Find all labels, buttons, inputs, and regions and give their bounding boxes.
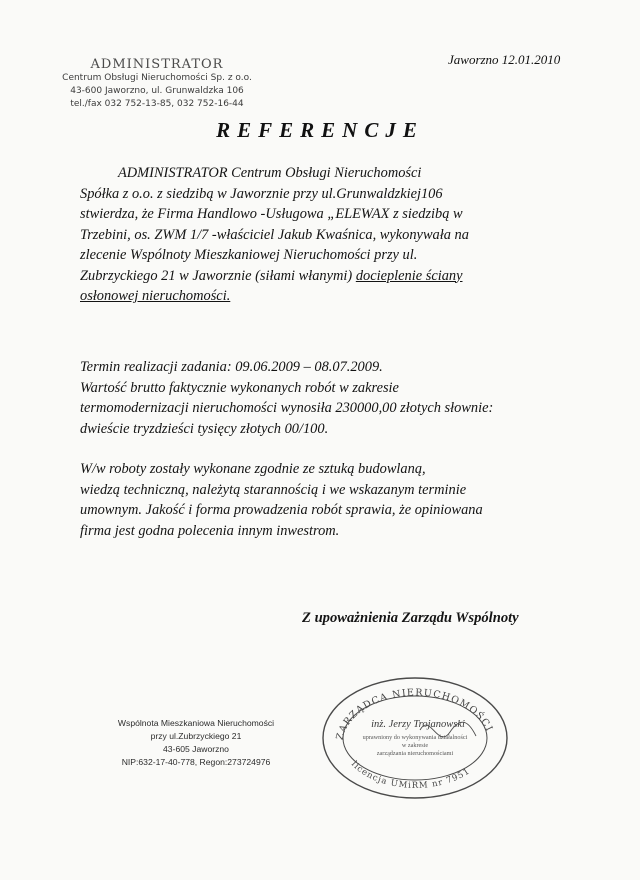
terms-line: termomodernizacji nieruchomości wynosiła 230000,00 złotych słownie: [80,400,494,416]
seal-line: uprawniony do wykonywania działalności [362,734,468,741]
terms-line: Termin realizacji zadania: 09.06.2009 – 08.07.2009. [80,359,383,375]
statement-line: Spółka z o.o. z siedzibą w Jaworznie przy ul.Grunwaldzkiej106 [80,185,443,202]
statement-line [80,266,469,287]
stamp-line: przy ul.Zubrzyckiego 21 [150,731,242,741]
statement-line: Trzebini, os. ZWM 1/7 -właściciel Jakub Kwaśnica, wykonywała na [80,226,469,243]
underlined-scope: docieplenie ściany [355,267,463,284]
seal-name: inż. Jerzy Trojanowski [371,719,465,730]
letterhead-title: ADMINISTRATOR [90,57,224,72]
seal-line: w zakresie [401,742,429,749]
letterhead-company: Centrum Obsługi Nieruchomości Sp. z o.o. [62,73,252,83]
paragraph-statement [80,163,469,307]
community-stamp [96,717,296,769]
paragraph-terms [80,357,493,439]
letterhead-address: 43-600 Jaworzno, ul. Grunwaldzka 106 [70,86,244,96]
statement-line: zlecenie Wspólnoty Mieszkaniowej Nieruchomości przy ul. [80,247,418,263]
paragraph-assessment [80,459,483,541]
document-date: Jaworzno 12.01.2010 [448,52,561,67]
stamp-line: Wspólnota Mieszkaniowa Nieruchomości [117,718,275,728]
signoff: Z upoważnienia Zarządu Wspólnoty [302,610,519,626]
seal-licence-text: licencja UMiRM nr 7951 [349,759,473,791]
underlined-scope-continued: osłonowej nieruchomości. [80,288,231,304]
statement-line: ADMINISTRATOR Centrum Obsługi Nieruchomości [118,165,422,181]
terms-line: dwieście tryzdzieści tysięcy złotych 00/100. [80,420,329,437]
letterhead [52,58,262,111]
document-title: REFERENCJE [216,118,424,142]
assessment-line: firma jest godna polecenia innym inwestrom. [80,522,340,539]
stamp-line: 43-605 Jaworzno [163,744,229,754]
statement-line-text: Zubrzyckiego 21 w Jaworznie (siłami włanymi) [80,267,353,284]
letterhead-phone: tel./fax 032 752-13-85, 032 752-16-44 [70,99,244,109]
statement-line: stwierdza, że Firma Handlowo -Usługowa „ELEWAX z siedzibą w [80,206,463,222]
assessment-line: W/w roboty zostały wykonane zgodnie ze sztuką budowlaną, [80,461,426,477]
seal-line: zarządzania nieruchomościami [376,750,454,757]
seal-graphic [320,672,510,802]
manager-seal [320,672,510,802]
assessment-line: umownym. Jakość i forma prowadzenia robót sprawia, że opiniowana [80,502,483,518]
stamp-line: NIP:632-17-40-778, Regon:273724976 [121,757,271,767]
terms-line: Wartość brutto faktycznie wykonanych robót w zakresie [80,379,399,396]
assessment-line: wiedzą techniczną, należytą starannością i we wskazanym terminie [80,481,467,498]
seal-arc-text: ZARZĄDCA NIERUCHOMOŚCI [334,687,495,742]
